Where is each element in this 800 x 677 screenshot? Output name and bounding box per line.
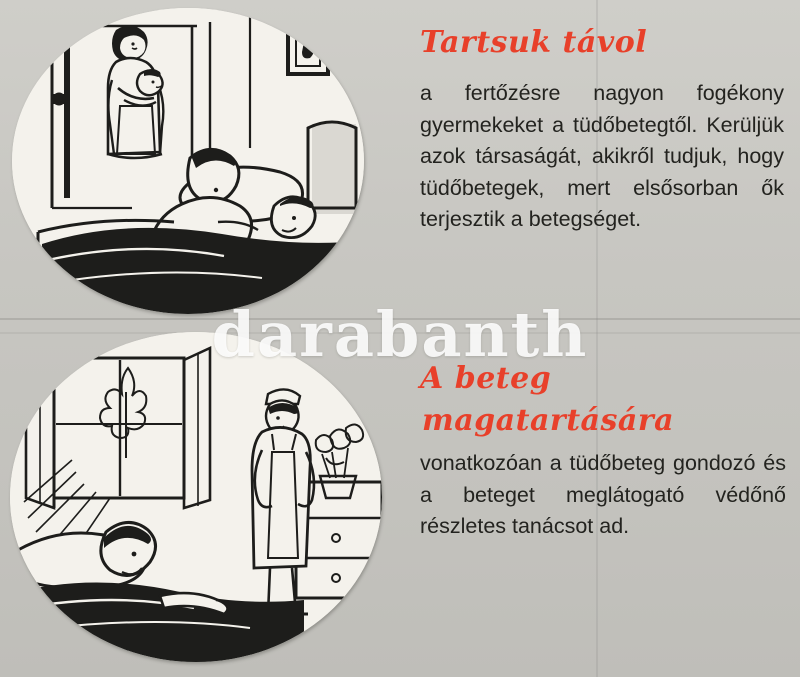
watermark-text: darabanth (211, 298, 589, 371)
section-1-heading: Tartsuk távol (420, 25, 648, 60)
section-2-body: vonatkozóan a tüdőbeteg gondozó és a beteget meglátogató védőnő részletes tanácsot ad. (420, 451, 786, 538)
section-2-heading (420, 358, 790, 442)
nurse-visiting-patient-illustration (10, 332, 382, 662)
section-2-heading-line-2: magatartására (422, 403, 675, 438)
paper-seam-horizontal-2 (0, 332, 800, 334)
section-2-heading-line-1: A beteg (420, 361, 552, 396)
section-1-body: a fertőzésre nagyon fogékony gyermekeket a tüdőbetegtől. Kerüljük azok társaságát, akikről tudjuk, hogy tüdőbetegek, mert elsősorban ők terjesztik a betegséget. (420, 81, 784, 231)
sickroom-child-and-patient-illustration (12, 8, 364, 314)
paper-seam-horizontal-1 (0, 318, 800, 320)
